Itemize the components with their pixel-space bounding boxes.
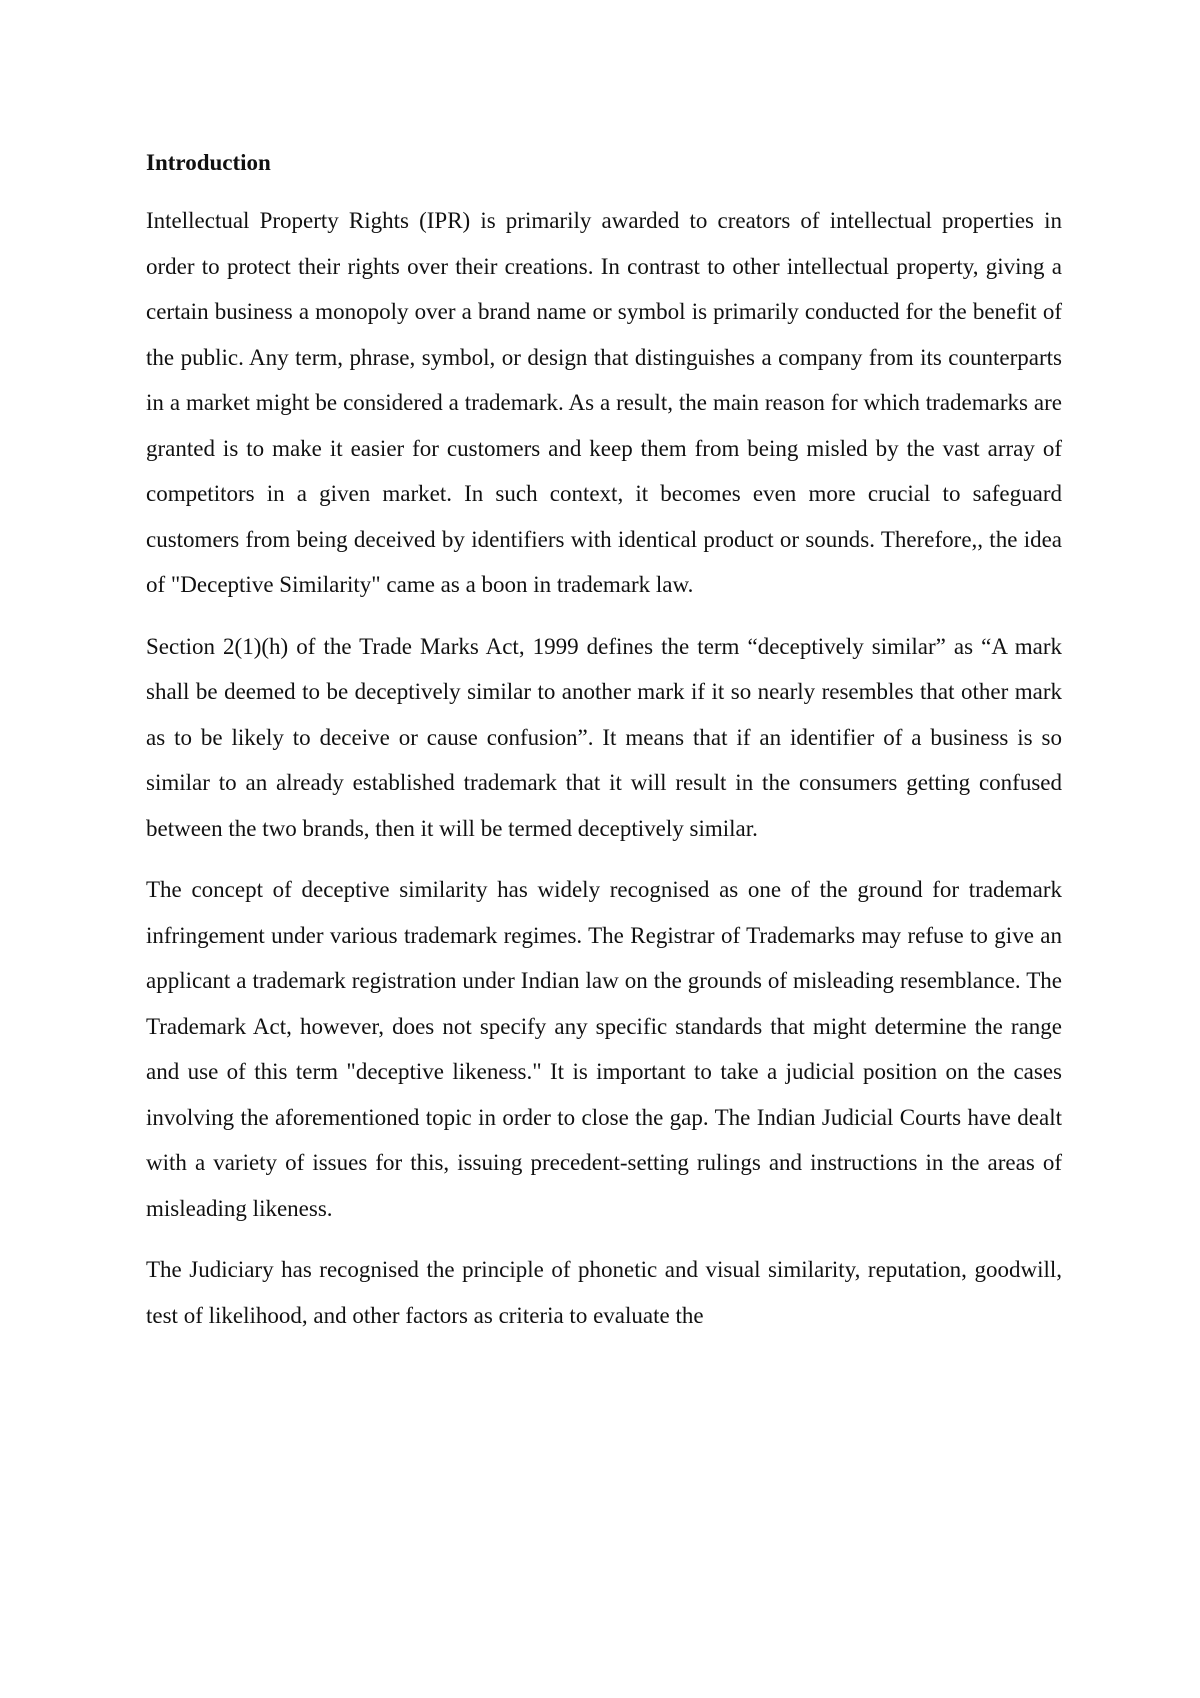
section-heading: Introduction [146,150,271,175]
paragraph-ipr-overview: Intellectual Property Rights (IPR) is primarily awarded to creators of intellectual properties in order to protect their rights over their creations. In contrast to other intellectual property, giving a certain business a monopoly over a brand name or symbol is primarily conducted for the benefit of the public. Any term, phrase, symbol, or design that distinguishes a company from its counterparts in a market might be considered a trademark. As a result, the main reason for which trademarks are granted is to make it easier for customers and keep them from being misled by the vast array of competitors in a given market. In such context, it becomes even more crucial to safeguard customers from being deceived by identifiers with identical product or sounds. Therefore,, the idea of "Deceptive Similarity" came as a boon in trademark law. [146,208,1062,597]
document-body [146,140,1062,1354]
paragraph-deceptive-similarity-concept: The concept of deceptive similarity has widely recognised as one of the ground for trademark infringement under various trademark regimes. The Registrar of Trademarks may refuse to give an applicant a trademark registration under Indian law on the grounds of misleading resemblance. The Trademark Act, however, does not specify any specific standards that might determine the range and use of this term "deceptive likeness." It is important to take a judicial position on the cases involving the aforementioned topic in order to close the gap. The Indian Judicial Courts have dealt with a variety of issues for this, issuing precedent-setting rulings and instructions in the areas of misleading likeness. [146,877,1062,1221]
paragraph-judiciary-principles: The Judiciary has recognised the principle of phonetic and visual similarity, reputation, goodwill, test of likelihood, and other factors as criteria to evaluate the [146,1257,1062,1328]
paragraph-section-definition: Section 2(1)(h) of the Trade Marks Act, 1999 defines the term “deceptively similar” as “A mark shall be deemed to be deceptively similar to another mark if it so nearly resembles that other mark as to be likely to deceive or cause confusion”. It means that if an identifier of a business is so similar to an already established trademark that it will result in the consumers getting confused between the two brands, then it will be termed deceptively similar. [146,633,1062,841]
